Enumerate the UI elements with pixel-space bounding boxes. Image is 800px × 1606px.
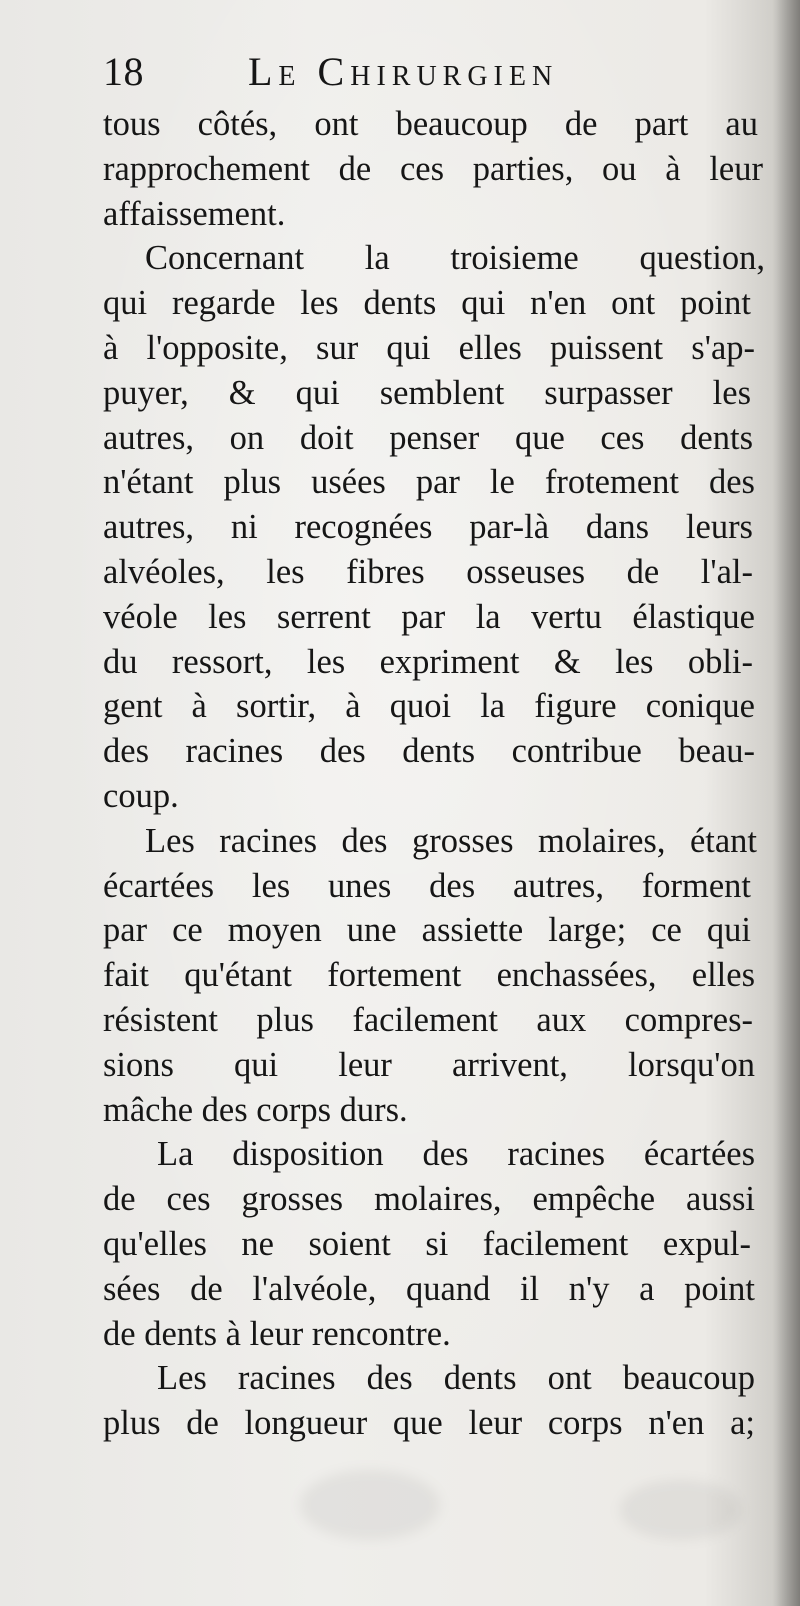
text-line: qu'elles ne soient si facilement expul- — [103, 1224, 751, 1263]
paragraph — [103, 819, 763, 1133]
text-line: alvéoles, les fibres osseuses de l'al- — [103, 552, 753, 591]
text-line: véole les serrent par la vertu élastique — [103, 597, 755, 636]
text-line: gent à sortir, à quoi la figure conique — [103, 687, 755, 726]
text-line: Concernant la troisieme question, — [145, 239, 765, 278]
text-line: plus de longueur que leur corps n'en a; — [103, 1404, 755, 1443]
text-line: n'étant plus usées par le frotement des — [103, 463, 755, 502]
text-line: rapprochement de ces parties, ou à leur — [103, 149, 763, 188]
text-line: coup. — [103, 776, 179, 815]
page-edge-shadow — [772, 0, 800, 1606]
page-header — [103, 46, 703, 98]
text-line: écartées les unes des autres, forment — [103, 866, 751, 905]
text-line: sions qui leur arrivent, lorsqu'on — [103, 1045, 755, 1084]
paragraph — [103, 236, 763, 818]
text-line: puyer, & qui semblent surpasser les — [103, 373, 751, 412]
paper-stain — [620, 1480, 740, 1540]
page-number: 18 — [103, 49, 144, 94]
text-line: des racines des dents contribue beau- — [103, 732, 755, 771]
text-line: sées de l'alvéole, quand il n'y a point — [103, 1269, 755, 1308]
text-line: mâche des corps durs. — [103, 1090, 408, 1129]
text-line: autres, on doit penser que ces dents — [103, 418, 753, 457]
paragraph — [103, 1356, 763, 1446]
text-line: du ressort, les expriment & les obli- — [103, 642, 753, 681]
text-line: Les racines des dents ont beaucoup — [157, 1359, 755, 1398]
text-line: tous côtés, ont beaucoup de part au — [103, 105, 758, 143]
text-line: fait qu'étant fortement enchassées, elles — [103, 956, 755, 995]
body-text — [103, 102, 763, 1446]
text-line: Les racines des grosses molaires, étant — [145, 821, 757, 860]
text-line: à l'opposite, sur qui elles puissent s'ap- — [103, 328, 755, 367]
text-line: La disposition des racines écartées — [157, 1135, 755, 1174]
text-line: qui regarde les dents qui n'en ont point — [103, 284, 751, 323]
text-line: résistent plus facilement aux compres- — [103, 1000, 753, 1039]
text-line: de dents à leur rencontre. — [103, 1314, 451, 1353]
text-line: affaissement. — [103, 194, 286, 233]
text-line: par ce moyen une assiette large; ce qui — [103, 911, 751, 950]
paragraph — [103, 102, 763, 236]
paragraph — [103, 1132, 763, 1356]
text-line: autres, ni recognées par-là dans leurs — [103, 508, 753, 547]
paper-stain — [300, 1470, 440, 1540]
running-head: Le Chirurgien — [248, 49, 559, 94]
text-line: de ces grosses molaires, empêche aussi — [103, 1180, 755, 1219]
